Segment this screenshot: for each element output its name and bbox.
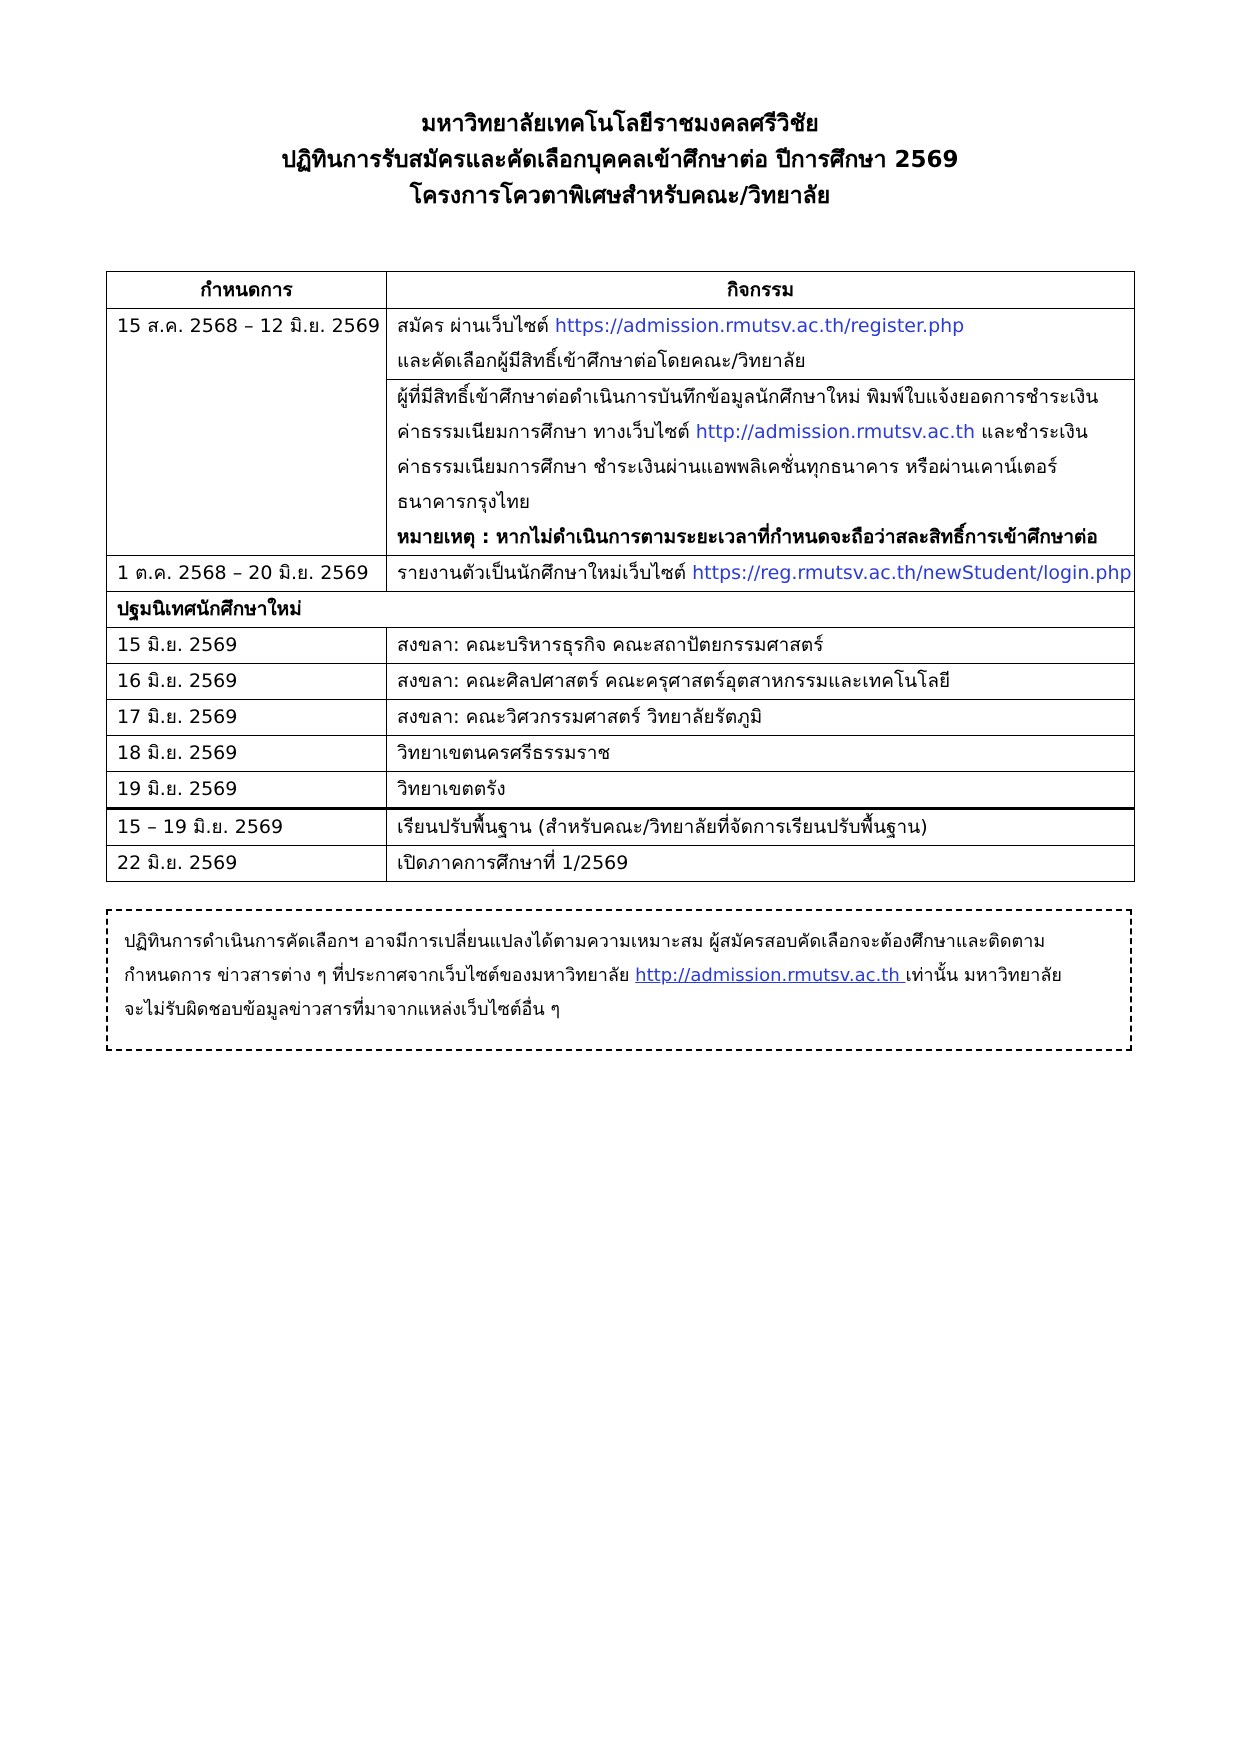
activity-cell	[387, 309, 1135, 380]
payment-line-2	[397, 415, 1124, 450]
table-row	[107, 772, 1135, 809]
new-student-url[interactable]: https://reg.rmutsv.ac.th/newStudent/login.php	[692, 562, 1132, 584]
disclaimer-box	[106, 909, 1132, 1051]
date-cell: 15 – 19 มิ.ย. 2569	[107, 809, 387, 846]
payment-line-1: ผู้ที่มีสิทธิ์เข้าศึกษาต่อดำเนินการบันทึกข้อมูลนักศึกษาใหม่ พิมพ์ใบแจ้งยอดการชำระเงิน	[397, 386, 1099, 408]
disclaimer-line-3: จะไม่รับผิดชอบข้อมูลข่าวสารที่มาจากแหล่งเว็บไซต์อื่น ๆ	[124, 999, 561, 1020]
program-title: โครงการโควตาพิเศษสำหรับคณะ/วิทยาลัย	[409, 183, 831, 209]
disclaimer-text: กำหนดการ ข่าวสารต่าง ๆ ที่ประกาศจากเว็บไซต์ของมหาวิทยาลัย	[124, 965, 636, 986]
date-cell: 1 ต.ค. 2568 – 20 มิ.ย. 2569	[107, 556, 387, 592]
admission-url[interactable]: http://admission.rmutsv.ac.th	[695, 421, 976, 443]
table-row	[107, 809, 1135, 846]
table-row	[107, 309, 1135, 380]
activity-cell: สงขลา: คณะศิลปศาสตร์ คณะครุศาสตร์อุตสาหกรรมและเทคโนโลยี	[387, 664, 1135, 700]
report-text: รายงานตัวเป็นนักศึกษาใหม่เว็บไซต์	[397, 562, 693, 584]
disclaimer-line-2	[124, 959, 1114, 993]
disclaimer-text-suffix: เท่านั้น มหาวิทยาลัย	[905, 965, 1062, 986]
activity-cell: สงขลา: คณะบริหารธุรกิจ คณะสถาปัตยกรรมศาสตร์	[387, 628, 1135, 664]
date-cell: 22 มิ.ย. 2569	[107, 846, 387, 882]
activity-cell: เรียนปรับพื้นฐาน (สำหรับคณะ/วิทยาลัยที่จัดการเรียนปรับพื้นฐาน)	[387, 809, 1135, 846]
activity-cell: วิทยาเขตนครศรีธรรมราช	[387, 736, 1135, 772]
document-heading	[0, 106, 1240, 214]
date-cell: 19 มิ.ย. 2569	[107, 772, 387, 809]
payment-line-4: ธนาคารกรุงไทย	[397, 491, 531, 513]
payment-text: ค่าธรรมเนียมการศึกษา ทางเว็บไซต์	[397, 421, 696, 443]
section-row	[107, 592, 1135, 628]
apply-line-2: และคัดเลือกผู้มีสิทธิ์เข้าศึกษาต่อโดยคณะ/วิทยาลัย	[397, 350, 806, 372]
column-header-schedule: กำหนดการ	[107, 272, 387, 309]
payment-remark: หมายเหตุ : หากไม่ดำเนินการตามระยะเวลาที่กำหนดจะถือว่าสละสิทธิ์การเข้าศึกษาต่อ	[397, 526, 1098, 548]
date-cell: 15 ส.ค. 2568 – 12 มิ.ย. 2569	[107, 309, 387, 556]
disclaimer-admission-link[interactable]: http://admission.rmutsv.ac.th	[635, 965, 906, 986]
apply-text: สมัคร ผ่านเว็บไซต์	[397, 315, 555, 337]
calendar-title: ปฏิทินการรับสมัครและคัดเลือกบุคคลเข้าศึกษาต่อ ปีการศึกษา 2569	[281, 147, 959, 173]
disclaimer-line-1: ปฏิทินการดำเนินการคัดเลือกฯ อาจมีการเปลี่ยนแปลงได้ตามความเหมาะสม ผู้สมัครสอบคัดเลือกจะต้องศึกษาและติดตาม	[124, 931, 1046, 952]
payment-text-suffix: และชำระเงิน	[975, 421, 1088, 443]
apply-line	[397, 309, 1124, 344]
register-url[interactable]: https://admission.rmutsv.ac.th/register.php	[554, 315, 965, 337]
date-cell: 15 มิ.ย. 2569	[107, 628, 387, 664]
date-cell: 16 มิ.ย. 2569	[107, 664, 387, 700]
table-row	[107, 556, 1135, 592]
activity-cell	[387, 380, 1135, 556]
table-row	[107, 846, 1135, 882]
university-name: มหาวิทยาลัยเทคโนโลยีราชมงคลศรีวิชัย	[421, 111, 819, 137]
table-header-row	[107, 272, 1135, 309]
payment-line-3: ค่าธรรมเนียมการศึกษา ชำระเงินผ่านแอพพลิเคชั่นทุกธนาคาร หรือผ่านเคาน์เตอร์	[397, 456, 1058, 478]
activity-cell: วิทยาเขตตรัง	[387, 772, 1135, 809]
date-cell: 18 มิ.ย. 2569	[107, 736, 387, 772]
table-row	[107, 700, 1135, 736]
table-row	[107, 736, 1135, 772]
schedule-table	[106, 271, 1135, 882]
activity-cell: เปิดภาคการศึกษาที่ 1/2569	[387, 846, 1135, 882]
table-row	[107, 664, 1135, 700]
activity-cell	[387, 556, 1135, 592]
date-cell: 17 มิ.ย. 2569	[107, 700, 387, 736]
activity-cell: สงขลา: คณะวิศวกรรมศาสตร์ วิทยาลัยรัตภูมิ	[387, 700, 1135, 736]
column-header-activity: กิจกรรม	[387, 272, 1135, 309]
orientation-title: ปฐมนิเทศนักศึกษาใหม่	[107, 592, 1135, 628]
table-row	[107, 628, 1135, 664]
